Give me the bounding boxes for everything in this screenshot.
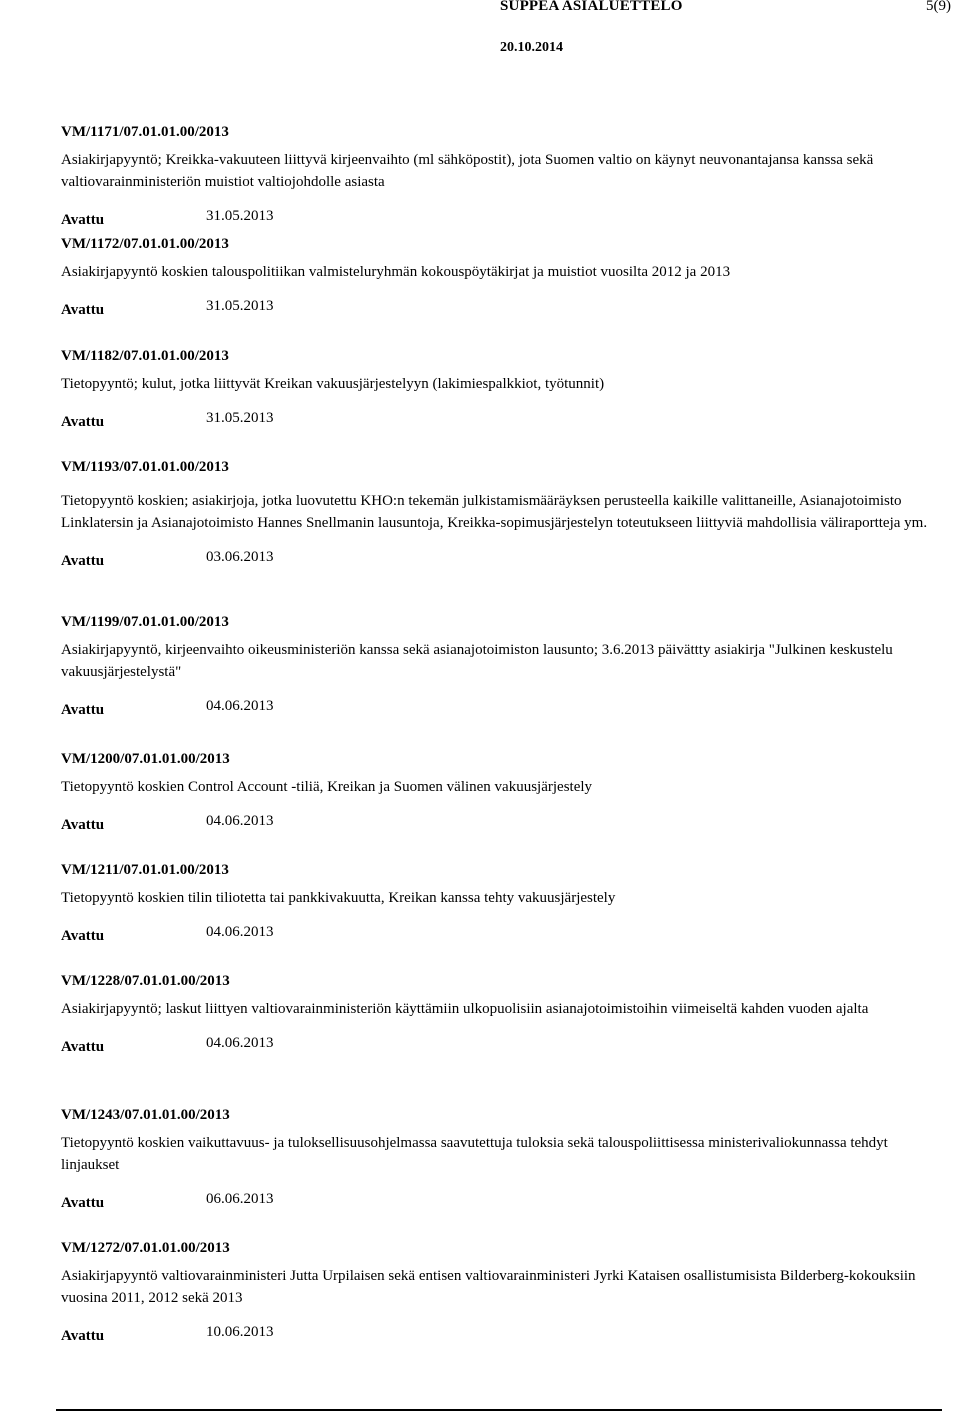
entry-description: Asiakirjapyyntö, kirjeenvaihto oikeusministeriön kanssa sekä asianajotoimiston lausunto; 3.6.2013 päivättty asiakirja "Julkinen keskustelu vakuusjärjestelystä"	[61, 642, 893, 680]
footer-divider	[56, 1409, 942, 1411]
status-date: 04.06.2013	[206, 813, 274, 829]
status-date: 04.06.2013	[206, 924, 274, 940]
status-date: 04.06.2013	[206, 1035, 274, 1051]
entry-description: Asiakirjapyyntö; laskut liittyen valtiovarainministeriön käyttämiin ulkopuolisiin asianajotoimistoihin viimeiseltä kahden vuoden ajalta	[61, 1001, 869, 1017]
list-item	[61, 613, 941, 750]
entry-list	[61, 123, 941, 1349]
entry-status-row	[61, 1324, 941, 1348]
list-item	[61, 1239, 941, 1349]
status-label: Avattu	[61, 1195, 105, 1211]
list-item	[61, 1106, 941, 1239]
status-label: Avattu	[61, 928, 105, 944]
status-label: Avattu	[61, 553, 105, 569]
entry-description: Asiakirjapyyntö valtiovarainministeri Jutta Urpilaisen sekä entisen valtiovarainministeri Jyrki Kataisen osallistumisista Bilderberg-kokouksiin vuosina 2011, 2012 sekä 2013	[61, 1268, 916, 1306]
entry-status-row	[61, 698, 941, 722]
entry-id: VM/1243/07.01.01.00/2013	[61, 1107, 230, 1123]
document-date: 20.10.2014	[500, 40, 563, 55]
status-date: 31.05.2013	[206, 298, 274, 314]
list-item	[61, 347, 941, 458]
entry-id: VM/1199/07.01.01.00/2013	[61, 614, 229, 630]
entry-status-row	[61, 298, 941, 322]
status-date: 10.06.2013	[206, 1324, 274, 1340]
status-label: Avattu	[61, 1039, 105, 1055]
status-date: 03.06.2013	[206, 549, 274, 565]
entry-description: Asiakirjapyyntö koskien talouspolitiikan valmisteluryhmän kokouspöytäkirjat ja muistiot vuosilta 2012 ja 2013	[61, 264, 731, 280]
status-label: Avattu	[61, 817, 105, 833]
entry-id: VM/1228/07.01.01.00/2013	[61, 973, 230, 989]
entry-id: VM/1171/07.01.01.00/2013	[61, 124, 229, 140]
entry-id: VM/1193/07.01.01.00/2013	[61, 459, 229, 475]
entry-status-row	[61, 208, 941, 232]
status-date: 31.05.2013	[206, 208, 274, 224]
list-item	[61, 458, 941, 613]
entry-status-row	[61, 410, 941, 434]
entry-id: VM/1200/07.01.01.00/2013	[61, 751, 230, 767]
status-date: 04.06.2013	[206, 698, 274, 714]
list-item	[61, 972, 941, 1106]
entry-id: VM/1211/07.01.01.00/2013	[61, 862, 229, 878]
entry-id: VM/1182/07.01.01.00/2013	[61, 348, 229, 364]
entry-description: Tietopyyntö koskien tilin tiliotetta tai pankkivakuutta, Kreikan kanssa tehty vakuusjärjestely	[61, 890, 616, 906]
entry-status-row	[61, 813, 941, 837]
status-label: Avattu	[61, 414, 105, 430]
list-item	[61, 861, 941, 972]
status-label: Avattu	[61, 302, 105, 318]
document-title: SUPPEA ASIALUETTELO	[500, 0, 683, 14]
entry-id: VM/1172/07.01.01.00/2013	[61, 236, 229, 252]
entry-id: VM/1272/07.01.01.00/2013	[61, 1240, 230, 1256]
status-date: 31.05.2013	[206, 410, 274, 426]
entry-description: Tietopyyntö koskien vaikuttavuus- ja tuloksellisuusohjelmassa saavutettuja tuloksia sekä talouspoliittisessa ministerivaliokunnassa tehdyt linjaukset	[61, 1135, 888, 1173]
list-item	[61, 123, 941, 235]
entry-status-row	[61, 549, 941, 573]
status-label: Avattu	[61, 702, 105, 718]
status-date: 06.06.2013	[206, 1191, 274, 1207]
entry-description: Tietopyyntö; kulut, jotka liittyvät Kreikan vakuusjärjestelyyn (lakimiespalkkiot, työtunnit)	[61, 376, 605, 392]
status-label: Avattu	[61, 212, 105, 228]
entry-description: Tietopyyntö koskien; asiakirjoja, jotka luovutettu KHO:n tekemän julkistamismääräyksen perusteella kaikille valittaneille, Asianajotoimisto Linklatersin ja Asianajotoimisto Hannes Snellmanin lausuntoja, Kreikka-sopimusjärjestelyn toteutukseen liittyviä mahdollisia väliraportteja ym.	[61, 493, 928, 531]
page-number: 5(9)	[926, 0, 951, 14]
entry-status-row	[61, 924, 941, 948]
entry-status-row	[61, 1035, 941, 1059]
list-item	[61, 750, 941, 861]
entry-description: Asiakirjapyyntö; Kreikka-vakuuteen liittyvä kirjeenvaihto (ml sähköpostit), jota Suomen valtio on käynyt neuvonantajansa kanssa sekä valtiovarainministeriön muistiot valtiojohdolle asiasta	[61, 152, 874, 190]
entry-description: Tietopyyntö koskien Control Account -tiliä, Kreikan ja Suomen välinen vakuusjärjestely	[61, 779, 593, 795]
entry-status-row	[61, 1191, 941, 1215]
list-item	[61, 235, 941, 347]
status-label: Avattu	[61, 1328, 105, 1344]
